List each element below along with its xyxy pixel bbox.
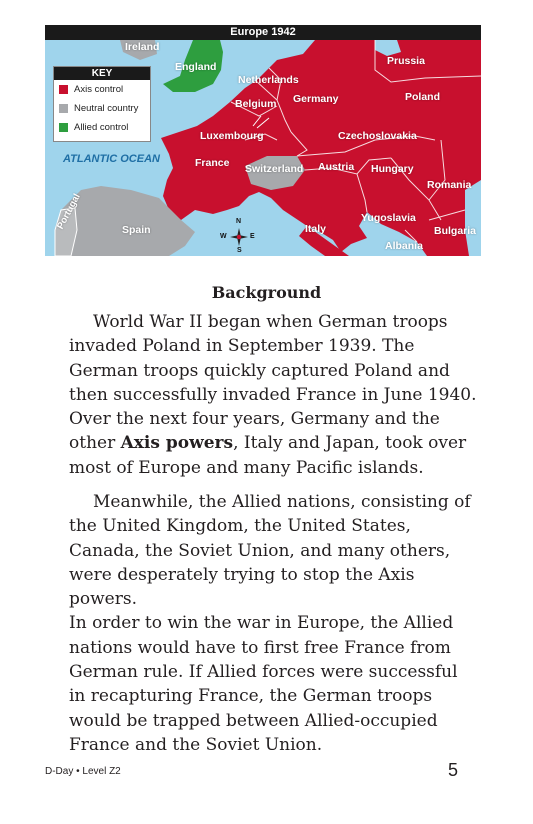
paragraph-1-start: World War II began when German troops invaded Poland in September 1939. The German troops quickly captured Poland and then successfully invaded France in June 1940. Over the next four years, Germany and the other [69, 312, 477, 454]
compass-center [237, 235, 241, 239]
compass-s: S [237, 247, 242, 254]
label-ireland: Ireland [125, 41, 160, 53]
footer-book-title: D-Day • Level Z2 [45, 766, 121, 777]
map-key-title: KEY [54, 67, 150, 80]
label-germany: Germany [293, 93, 339, 105]
key-item-label: Axis control [74, 84, 124, 95]
key-item-allied [54, 118, 150, 137]
label-portugal: Portugal [55, 191, 83, 232]
allied-swatch [59, 123, 68, 132]
compass-rose-icon [220, 218, 255, 256]
paragraph-1 [69, 310, 479, 480]
section-heading: Background [211, 283, 322, 302]
glossary-term-axis-powers: Axis powers [120, 433, 234, 454]
page-number: 5 [447, 760, 458, 780]
paragraph-2-part-1: Meanwhile, the Allied nations, consisting of the United Kingdom, the United States, Canada, the Soviet Union, and many others, were desperately trying to stop the Axis powers. [69, 492, 471, 610]
key-item-neutral [54, 99, 150, 118]
label-england: England [175, 61, 217, 73]
paragraph-1-end: , Italy and Japan, took over most of Europe and many Pacific islands. [69, 433, 467, 478]
compass-e: E [250, 233, 255, 240]
label-albania: Albania [385, 240, 423, 252]
label-netherlands: Netherlands [238, 74, 299, 86]
paragraph-2 [69, 490, 479, 757]
ocean-label: ATLANTIC OCEAN [63, 153, 160, 165]
key-item-label: Neutral country [74, 103, 139, 114]
map-key [53, 66, 151, 142]
label-bulgaria: Bulgaria [434, 225, 477, 237]
paragraph-2-part-2: In order to win the war in Europe, the Allied nations would have to first free France from German rule. If Allied forces were successful in recapturing France, the German troops would be trapped between Allied-occupied France and the Soviet Union. [69, 613, 458, 755]
compass-n: N [236, 218, 242, 225]
label-luxembourg: Luxembourg [200, 130, 264, 142]
label-yugoslavia: Yugoslavia [361, 212, 416, 224]
label-switzerland: Switzerland [245, 163, 304, 175]
label-romania: Romania [427, 179, 472, 191]
label-austria: Austria [318, 161, 355, 173]
label-france: France [195, 157, 230, 169]
label-spain: Spain [122, 224, 151, 236]
label-prussia: Prussia [387, 55, 425, 67]
label-czechoslovakia: Czechoslovakia [338, 130, 417, 142]
black-sea [465, 180, 481, 256]
key-item-axis [54, 80, 150, 99]
neutral-swatch [59, 104, 68, 113]
map-title: Europe 1942 [45, 25, 481, 40]
compass-w: W [220, 233, 227, 240]
key-item-label: Allied control [74, 122, 129, 133]
label-italy: Italy [305, 223, 327, 235]
label-hungary: Hungary [371, 163, 414, 175]
label-belgium: Belgium [235, 98, 277, 110]
europe-map [45, 40, 481, 256]
label-poland: Poland [405, 91, 441, 103]
axis-swatch [59, 85, 68, 94]
